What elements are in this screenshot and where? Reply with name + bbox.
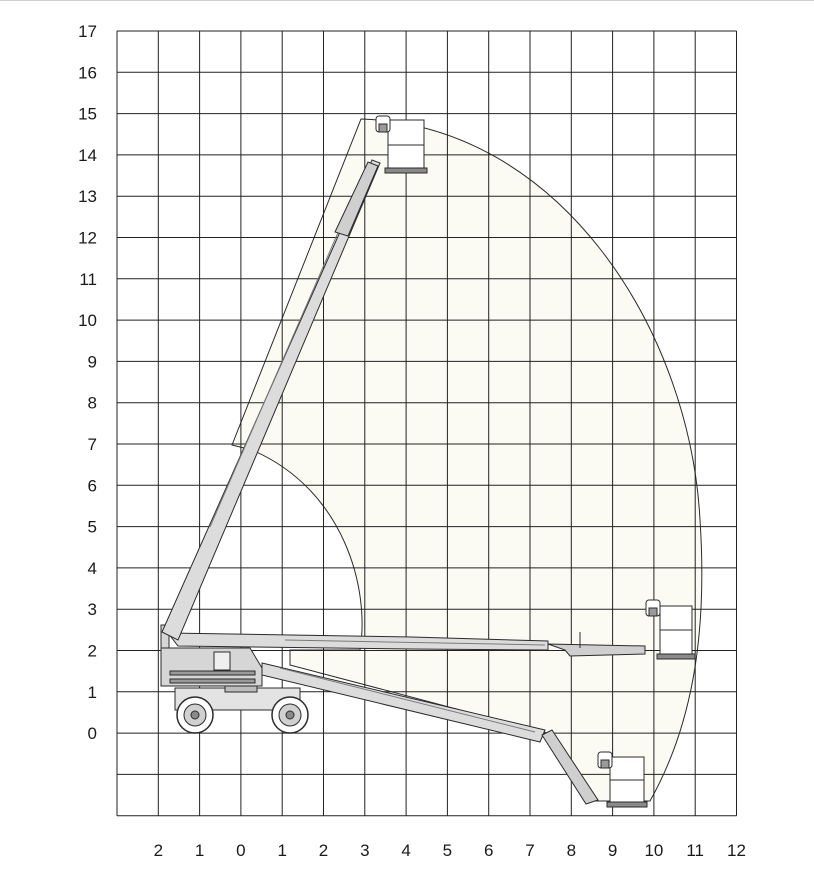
y-axis-tick-label: 1 [87, 682, 97, 702]
x-axis-tick-label: 9 [607, 841, 618, 860]
y-axis-tick-label: 2 [87, 641, 97, 661]
chassis-deck [225, 686, 257, 692]
y-axis-tick-label: 7 [87, 435, 97, 454]
y-axis-tick-label: 0 [87, 724, 97, 744]
x-axis-tick-label: 0 [236, 841, 246, 860]
y-axis-tick-label: 3 [87, 600, 97, 620]
front-wheel [272, 697, 308, 733]
control-box [214, 652, 230, 670]
x-axis-tick-label: 3 [360, 841, 370, 860]
y-axis-tick-label: 17 [78, 22, 97, 41]
y-axis-tick-label: 12 [78, 228, 97, 248]
y-axis-tick-label: 14 [78, 145, 97, 165]
y-axis-tick-label: 5 [87, 517, 97, 537]
y-axis-tick-label: 10 [78, 311, 97, 331]
x-axis-tick-label: 6 [483, 841, 494, 860]
x-axis-tick-label: 1 [194, 841, 205, 860]
y-axis-tick-label: 8 [87, 393, 97, 413]
turntable-stripe [170, 671, 255, 675]
x-axis-tick-label: 8 [566, 841, 577, 860]
x-axis-tick-label: 4 [401, 841, 411, 860]
x-axis-tick-label: 12 [727, 841, 746, 860]
y-axis-tick-label: 15 [78, 104, 97, 124]
x-axis-tick-label: 5 [442, 841, 453, 860]
y-axis-tick-label: 6 [87, 476, 97, 496]
y-axis-tick-label: 11 [79, 269, 97, 289]
y-axis-tick-label: 16 [78, 63, 97, 83]
reach-envelope [232, 119, 702, 801]
y-axis-tick-label: 13 [78, 187, 97, 207]
x-axis-tick-label: 2 [318, 841, 329, 860]
turntable-stripe-2 [170, 679, 255, 683]
y-axis-tick-label: 4 [87, 558, 97, 578]
rear-wheel [177, 697, 213, 733]
x-axis-labels [154, 841, 746, 860]
y-axis-tick-label: 9 [87, 352, 97, 372]
x-axis-tick-label: 2 [153, 841, 164, 860]
x-axis-tick-label: 10 [644, 841, 664, 860]
x-axis-tick-label: 1 [277, 841, 287, 860]
y-axis-labels [78, 22, 97, 743]
x-axis-tick-label: 11 [686, 841, 705, 860]
x-axis-tick-label: 7 [525, 841, 535, 860]
